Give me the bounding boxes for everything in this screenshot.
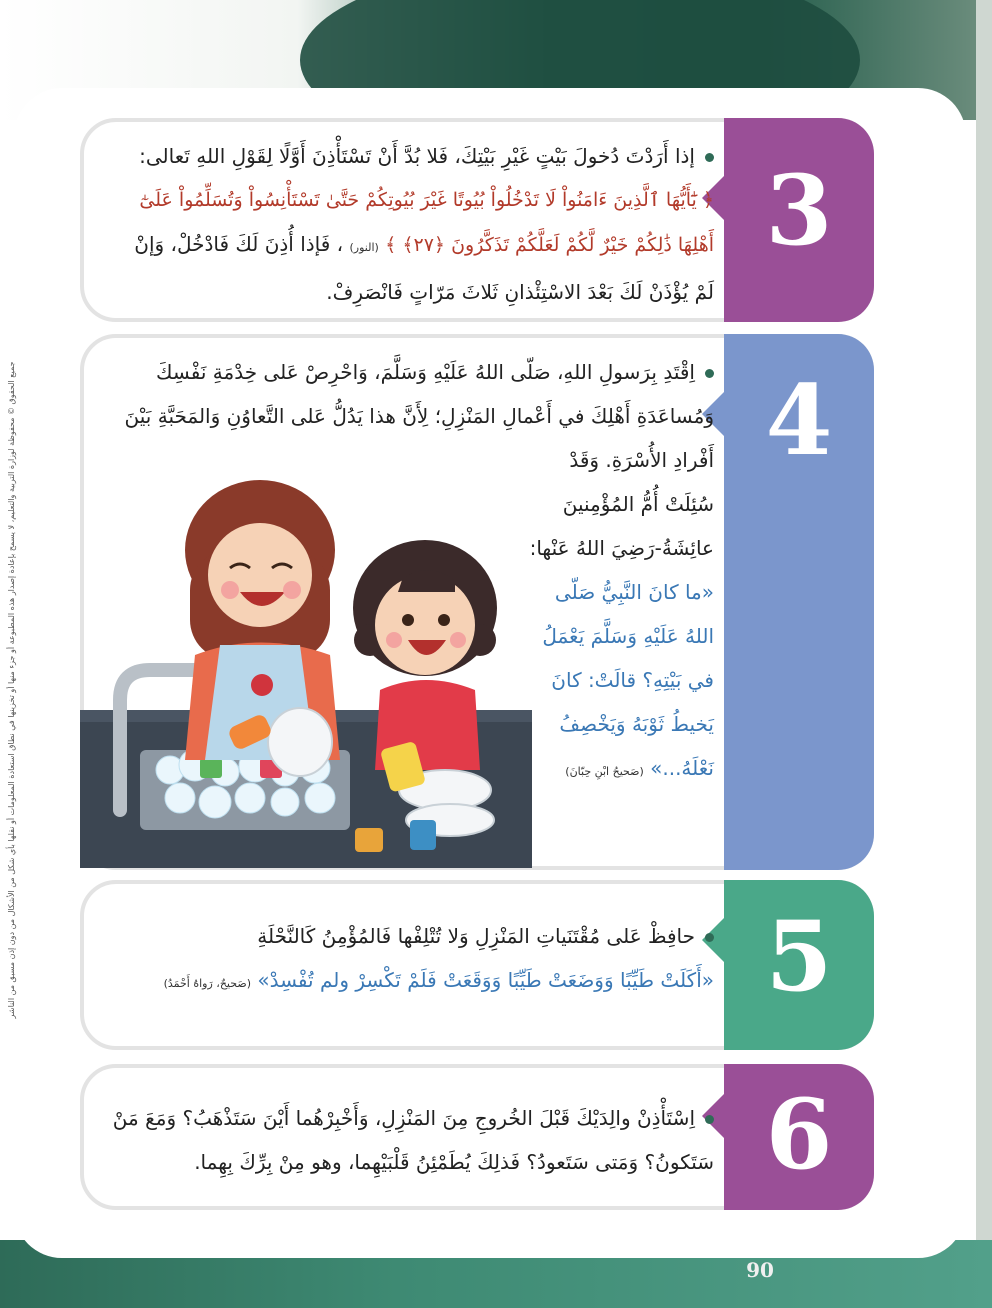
text-line: سُئِلَتْ أُمُّ المُؤْمِنينَ	[562, 492, 714, 516]
quran-verse-line-2: أَهْلِهَا ذَٰلِكُمْ خَيْرٌ لَّكُمْ لَعَلَّكُمْ تَذَكَّرُونَ ﴿٢٧﴾ ﴾	[385, 234, 714, 256]
section-text	[104, 1096, 714, 1184]
text-line: وَمُساعَدَةِ أَهْلِكَ في أَعْمالِ المَنْزِلِ؛ لِأَنَّ هذا يَدُلُّ عَلى التَّعاوُنِ وَالمَحَبَّةِ بَيْنَ	[124, 404, 714, 428]
text-line: اِقْتَدِ بِرَسولِ اللهِ، صَلّى اللهُ عَلَيْهِ وَسَلَّمَ، وَاحْرِصْ عَلى خِدْمَةِ نَفْسِكَ	[104, 350, 714, 394]
page-number: 90	[746, 1258, 774, 1282]
section-card-6	[80, 1064, 874, 1210]
hadith-reference: (صَحيحٌ، رَواهُ أَحْمَدُ)	[163, 977, 251, 990]
section-number-tab	[724, 1064, 874, 1210]
hadith-line: في بَيْتِهِ؟ قالَتْ: كانَ	[551, 668, 714, 692]
page-edge-stripe	[976, 0, 992, 1308]
hadith-line: يَخيطُ ثَوْبَهُ وَيَخْصِفُ	[559, 712, 714, 736]
text-line: أَهْلِهَا ذَٰلِكُمْ خَيْرٌ لَّكُمْ لَعَلَّكُمْ تَذَكَّرُونَ ﴿٢٧﴾ ﴾ (النور) ، فَإذا أُذِنَ لَكَ فَادْخُلْ، وَإنْ	[134, 232, 714, 256]
text-line: عائِشَةُ-رَضِيَ اللهُ عَنْها:	[529, 536, 714, 560]
section-number-tab	[724, 334, 874, 870]
hadith-line: «ما كانَ النَّبِيُّ صَلّى	[554, 580, 714, 604]
section-number-tab	[724, 118, 874, 322]
quran-reference: (النور)	[349, 241, 379, 254]
mother-daughter-dishes-image	[80, 480, 532, 868]
section-text	[104, 134, 714, 314]
section-number-tab	[724, 880, 874, 1050]
hadith-reference: (صَحيحُ ابْنِ حِبّانَ)	[565, 765, 644, 778]
dishwashing-illustration	[80, 480, 532, 868]
bullet-icon	[705, 1115, 714, 1124]
text-line: سَتَكونُ؟ وَمَتى سَتَعودُ؟ فَذلِكَ يُطَمْئِنُ قَلْبَيْهِما، وهو مِنْ بِرِّكَ بِهِما.	[194, 1150, 714, 1174]
text-line: إذا أَرَدْتَ دُخولَ بَيْتٍ غَيْرِ بَيْتِكَ، فَلا بُدَّ أَنْ تَسْتَأْذِنَ أَوَّلًا لِقَوْلِ اللهِ تَعالى:	[104, 134, 714, 178]
bullet-icon	[705, 933, 714, 942]
section-number: 3	[765, 154, 833, 267]
copyright-side-note: جميع الحقوق © محفوظة لوزارة التربية والتعليم، لا يسمح بإعادة إصدار هذه المطبوعة أو جزء منها أو تخزينها في نطاق استعادة المعلومات أو نقلها بأي شكل من الأشكال من دون إذن مسبق من الناشر	[7, 361, 16, 1019]
text-line: حافِظْ عَلى مُقْتَنَياتِ المَنْزِلِ وَلا تُتْلِفْها فَالمُؤْمِنُ كَالنَّحْلَةِ	[104, 914, 714, 958]
hadith-line: نَعْلَهُ...»	[650, 756, 714, 780]
text-line	[104, 958, 714, 1006]
quran-verse-line-1: ﴿ يَٰٓأَيُّهَا ٱلَّذِينَ ءَامَنُواْ لَا تَدْخُلُواْ بُيُوتًا غَيْرَ بُيُوتِكُمْ حَتَّىٰ تَسْتَأْنِسُواْ وَتُسَلِّمُواْ عَلَىٰٓ	[139, 189, 714, 211]
hadith-quote: «أَكَلَتْ طَيِّبًا وَوَضَعَتْ طَيِّبًا وَوَقَعَتْ فَلَمْ تَكْسِرْ ولم تُفْسِدْ»	[257, 968, 714, 992]
bullet-icon	[705, 153, 714, 162]
bullet-icon	[705, 369, 714, 378]
hadith-line: اللهُ عَلَيْهِ وَسَلَّمَ يَعْمَلُ	[542, 624, 714, 648]
text-line: أَفْرادِ الأُسْرَةِ. وَقَدْ	[569, 448, 714, 472]
section-number: 5	[765, 900, 833, 1013]
text-line: لَمْ يُؤْذَنْ لَكَ بَعْدَ الاسْتِئْذانِ ثَلاثَ مَرّاتٍ فَانْصَرِفْ.	[326, 280, 714, 304]
section-number: 4	[765, 364, 833, 477]
section-card-5	[80, 880, 874, 1050]
section-text	[104, 914, 714, 1006]
section-card-3	[80, 118, 874, 322]
section-number: 6	[765, 1078, 833, 1191]
text-line: اِسْتَأْذِنْ والِدَيْكَ قَبْلَ الخُروجِ مِنَ المَنْزِلِ، وَأَخْبِرْهُما أَيْنَ سَتَذْهَبُ؟ وَمَعَ مَنْ	[104, 1096, 714, 1140]
